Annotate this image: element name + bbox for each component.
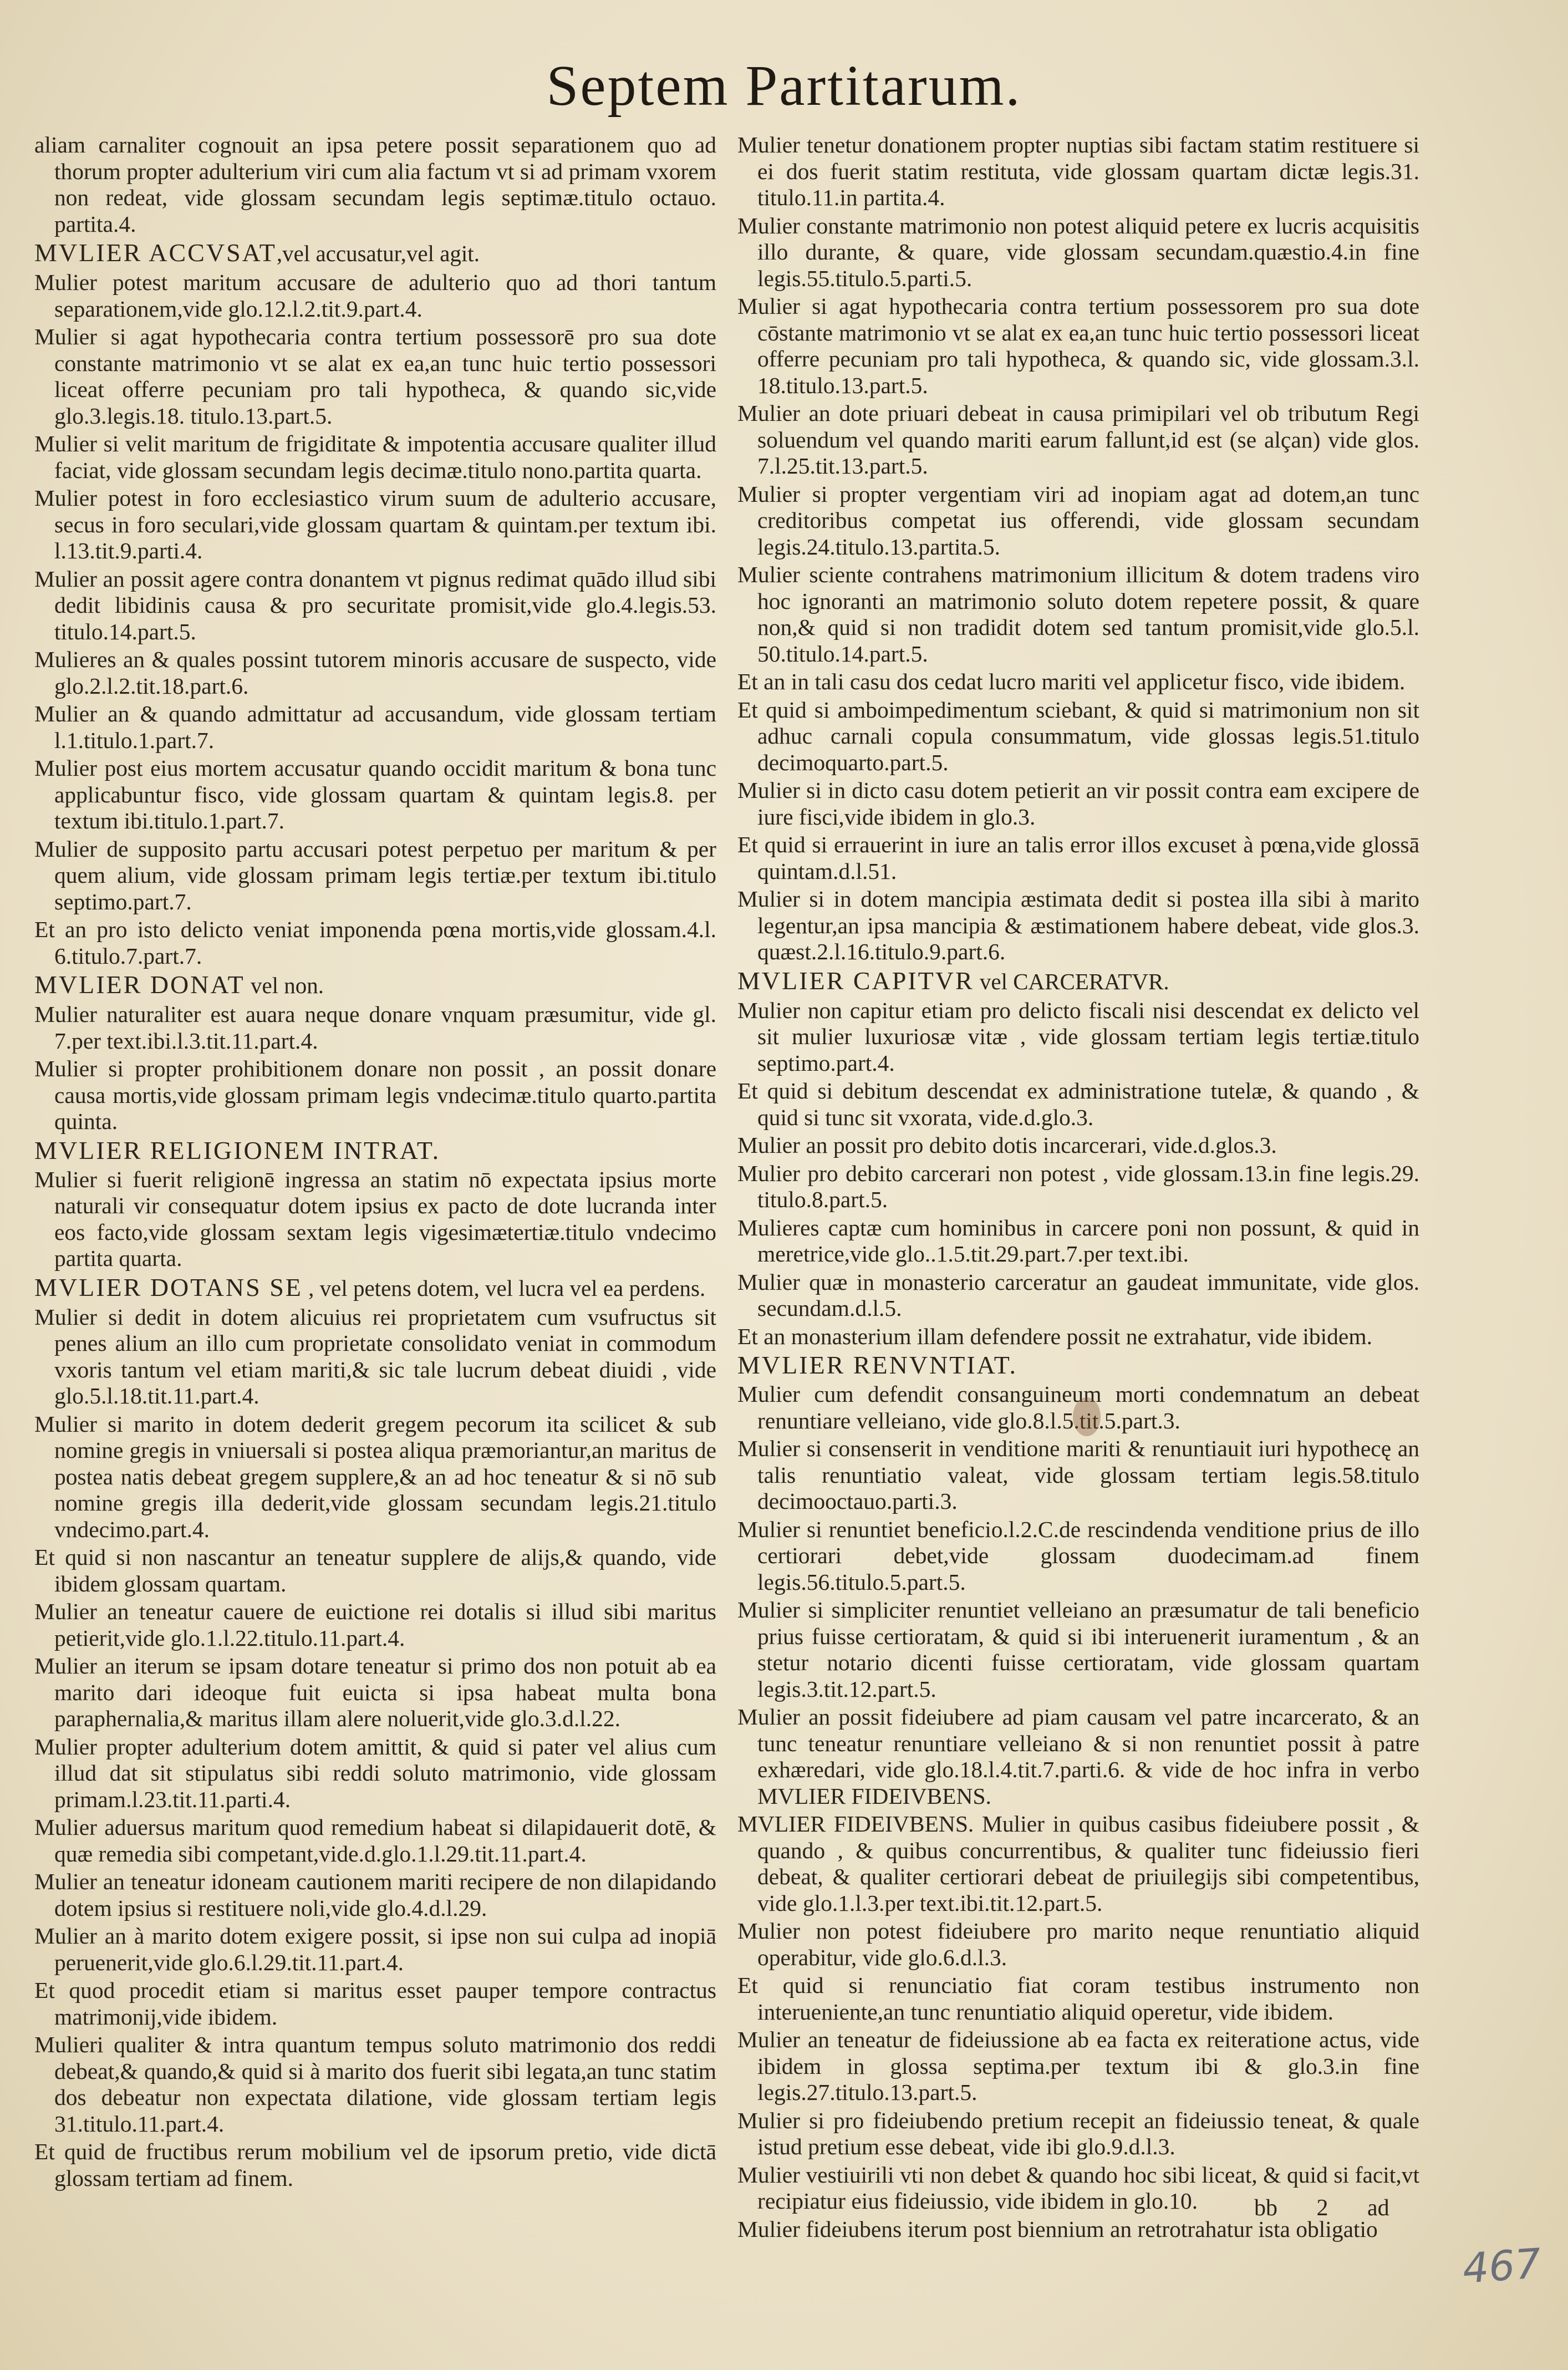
index-entry: Mulier fideiubens iterum post biennium an retrotrahatur ista obligatio: [737, 2216, 1378, 2242]
heading-qualifier: , vel petens dotem, vel lucra vel ea perdens.: [302, 1275, 706, 1301]
index-entry: Mulier vestiuirili vti non debet & quando hoc sibi liceat, & quid si facit,vt recipiatur eius fideiussio, vide ibidem in glo.10.: [737, 2162, 1419, 2214]
index-entry: Mulier si renuntiet beneficio.l.2.C.de rescindenda venditione prius de illo certiorari debet,vide glossam duodecimam.ad finem legis.56.titulo.5.part.5.: [737, 1516, 1419, 1595]
index-entry: Mulier si propter prohibitionem donare non possit , an possit donare causa mortis,vide glossam primam legis vndecimæ.titulo quarto.partita quinta.: [34, 1056, 716, 1134]
index-entry: Mulier an dote priuari debeat in causa primipilari vel ob tributum Regi soluendum vel quando mariti earum fallunt,id est (se alçan) vide glos. 7.l.25.tit.13.part.5.: [737, 400, 1419, 479]
index-entry: Mulier post eius mortem accusatur quando occidit maritum & bona tunc applicabuntur fisco, vide glossam quartam & quintam legis.8. per textum ibi.titulo.1.part.7.: [34, 755, 716, 833]
index-entry: Et quid de fructibus rerum mobilium vel de ipsorum pretio, vide dictā glossam tertiam ad finem.: [34, 2139, 716, 2191]
index-entry: Mulier constante matrimonio non potest aliquid petere ex lucris acquisitis illo durante, & quare, vide glossam secundam.quæstio.4.in fine legis.55.titulo.5.parti.5.: [737, 212, 1419, 291]
index-entry: Mulieri qualiter & intra quantum tempus soluto matrimonio dos reddi debeat,& quando,& quid si à marito dos fuerit sibi legata,an tunc statim dos debeatur non expectata dilatione, vide glossam tertiam legis 31.titulo.11.part.4.: [34, 2032, 716, 2137]
index-entry: Mulier pro debito carcerari non potest , vide glossam.13.in fine legis.29. titulo.8.part.5.: [737, 1160, 1419, 1212]
index-entry: Et an in tali casu dos cedat lucro mariti vel applicetur fisco, vide ibidem.: [737, 669, 1406, 694]
index-heading: [34, 971, 716, 999]
index-entry: Mulier si velit maritum de frigiditate & impotentia accusare qualiter illud faciat, vide glossam secundam legis decimæ.titulo nono.partita quarta.: [34, 431, 716, 483]
catchword-line: [1254, 2195, 1487, 2221]
index-entry: Mulier si fuerit religionē ingressa an statim nō expectata ipsius morte naturali vir consequatur dotem ipsius ex pacto de dote lucranda inter eos facto,vide glossam sextam legis vigesimætertiæ.titulo vndecimo partita quarta.: [34, 1166, 716, 1271]
index-entry: Mulier potest maritum accusare de adulterio quo ad thori tantum separationem,vide glo.12.l.2.tit.9.part.4.: [34, 269, 716, 322]
index-entry: Mulier non capitur etiam pro delicto fiscali nisi descendat ex delicto vel sit mulier luxuriosæ vitæ , vide glossam tertiam legis tertiæ.titulo septimo.part.4.: [737, 997, 1419, 1076]
index-entry: Mulier an possit agere contra donantem vt pignus redimat quādo illud sibi dedit libidinis causa & pro securitate promisit,vide glo.4.legis.53. titulo.14.part.5.: [34, 566, 716, 644]
heading-keyword: MVLIER CAPITVR: [737, 966, 974, 995]
index-heading: [737, 1351, 1419, 1379]
index-entry: Et quid si amboimpedimentum sciebant, & quid si matrimonium non sit adhuc carnali copula consummatum, vide glossas legis.51.titulo decimoquarto.part.5.: [737, 696, 1419, 775]
index-heading: [34, 239, 716, 267]
running-head: Septem Partitarum.: [546, 54, 1022, 118]
index-entry: Mulier si dedit in dotem alicuius rei proprietatem cum vsufructus sit penes alium an illo cum proprietate consolidato veniat in commodum vxoris tantum vel etiam mariti,& sic tale lucrum debeat diuidi , vide glo.5.l.18.tit.11.part.4.: [34, 1304, 716, 1408]
index-entry: Mulier si propter vergentiam viri ad inopiam agat ad dotem,an tunc creditoribus competat ius offerendi, vide glossam secundam legis.24.titulo.13.partita.5.: [737, 481, 1419, 560]
index-entry: Mulier potest in foro ecclesiastico virum suum de adulterio accusare, secus in foro seculari,vide glossam quartam & quintam.per textum ibi. l.13.tit.9.parti.4.: [34, 485, 716, 563]
ink-stain: [1073, 1397, 1101, 1436]
index-entry: Mulier naturaliter est auara neque donare vnquam præsumitur, vide gl. 7.per text.ibi.l.3.tit.11.part.4.: [34, 1001, 716, 1054]
index-entry: Mulier an possit pro debito dotis incarcerari, vide.d.glos.3.: [737, 1132, 1277, 1158]
index-entry: Et quod procedit etiam si maritus esset pauper tempore contractus matrimonij,vide ibidem.: [34, 1977, 716, 2030]
index-entry: Mulier tenetur donationem propter nuptias sibi factam statim restituere si ei dos fuerit statim restituta, vide glossam quartam dictæ legis.31. titulo.11.in partita.4.: [737, 132, 1419, 210]
index-entry: Mulier an teneatur idoneam cautionem mariti recipere de non dilapidando dotem ipsius si restituere noli,vide glo.4.d.l.29.: [34, 1869, 716, 1921]
index-entry: Et an monasterium illam defendere possit ne extrahatur, vide ibidem.: [737, 1323, 1372, 1349]
index-entry: Mulier cum defendit consanguineum morti condemnatum an debeat renuntiare velleiano, vide glo.8.l.5.tit.5.part.3.: [737, 1381, 1419, 1433]
index-entry: Mulier an à marito dotem exigere possit, si ipse non sui culpa ad inopiā peruenerit,vide glo.6.l.29.tit.11.part.4.: [34, 1923, 716, 1975]
index-entry: Mulier de supposito partu accusari potest perpetuo per maritum & per quem alium, vide glossam primam legis tertiæ.per textum ibi.titulo septimo.part.7.: [34, 836, 716, 914]
heading-keyword: MVLIER DONAT: [34, 970, 245, 999]
index-entry: aliam carnaliter cognouit an ipsa petere possit separationem quo ad thorum propter adulterium viri cum alia factum vt si ad primam vxorem non redeat, vide glossam secundam legis septimæ.titulo octauo. partita.4.: [34, 132, 716, 237]
index-entry: Mulier si simpliciter renuntiet velleiano an præsumatur de tali beneficio prius fuisse certioratam, & quid si ibi interuenerit iuramentum , & an stetur notario dicenti fuisse certioratam, vide glossam quartam legis.3.tit.12.part.5.: [737, 1597, 1419, 1702]
heading-keyword: MVLIER ACCVSAT: [34, 238, 277, 267]
index-entry: Mulier si agat hypothecaria contra tertium possessorem pro sua dote cōstante matrimonio vt se alat ex ea,an tunc huic tertio possessori liceat offerre pecuniam pro tali hypotheca, & quando sic, vide glossam.3.l. 18.titulo.13.part.5.: [737, 293, 1419, 398]
index-entry: Mulier quæ in monasterio carceratur an gaudeat immunitate, vide glos. secundam.d.l.5.: [737, 1269, 1419, 1321]
index-entry: Mulier an & quando admittatur ad accusandum, vide glossam tertiam l.1.titulo.1.part.7.: [34, 701, 716, 753]
index-entry: Et quid si errauerint in iure an talis error illos excuset à pœna,vide glossā quintam.d.l.51.: [737, 832, 1419, 884]
heading-qualifier: vel non.: [245, 973, 324, 998]
index-entry: Et quid si renunciatio fiat coram testibus instrumento non interueniente,an tunc renuntiatio aliquid operetur, vide ibidem.: [737, 1972, 1419, 2025]
index-entry: Mulier propter adulterium dotem amittit, & quid si pater vel alius cum illud dat sit stipulatus sibi reddi soluto matrimonio, vide glossam primam.l.23.tit.11.parti.4.: [34, 1733, 716, 1812]
index-entry: Mulier si agat hypothecaria contra tertium possessorē pro sua dote constante matrimonio vt se alat ex ea,an tunc huic tertio possessori liceat offerre pecuniam pro tali hypotheca, & quando sic,vide glo.3.legis.18. titulo.13.part.5.: [34, 324, 716, 429]
left-column: [34, 132, 716, 2189]
heading-keyword: MVLIER RELIGIONEM INTRAT.: [34, 1136, 441, 1164]
index-entry: Mulier an teneatur de fideiussione ab ea facta ex reiteratione actus, vide ibidem in glossa septima.per textum ibi & glo.3.in fine legis.27.titulo.13.part.5.: [737, 2027, 1419, 2105]
index-entry: Mulier an possit fideiubere ad piam causam vel patre incarcerato, & an tunc teneatur renuntiare velleiano & si non renuntiet possit à patre exhæredari, vide glo.18.l.4.tit.7.parti.6. & vide de hoc infra in verbo MVLIER FIDEIVBENS.: [737, 1704, 1419, 1809]
index-entry: Mulier si consenserit in venditione mariti & renuntiauit iuri hypothecę an talis renuntiatio valeat, vide glossam tertiam legis.58.titulo decimooctauo.parti.3.: [737, 1436, 1419, 1514]
index-entry: Et quid si non nascantur an teneatur supplere de alijs,& quando, vide ibidem glossam quartam.: [34, 1544, 716, 1596]
index-heading: [737, 967, 1419, 995]
index-entry: Mulier si in dicto casu dotem petierit an vir possit contra eam excipere de iure fisci,vide ibidem in glo.3.: [737, 777, 1419, 830]
index-entry: Mulier sciente contrahens matrimonium illicitum & dotem tradens viro hoc ignoranti an matrimonio soluto dotem repetere possit, & quare non,& quid si non tradidit dotem sed tantum promisit,vide glo.5.l. 50.titulo.14.part.5.: [737, 562, 1419, 667]
heading-keyword: MVLIER RENVNTIAT.: [737, 1351, 1017, 1379]
handwritten-folio-number: 467: [1461, 2240, 1543, 2293]
catchword: ad: [1367, 2195, 1389, 2221]
heading-keyword: MVLIER DOTANS SE: [34, 1273, 303, 1301]
heading-qualifier: vel CARCERATVR.: [974, 968, 1169, 994]
index-entry: Mulieres an & quales possint tutorem minoris accusare de suspecto, vide glo.2.l.2.tit.18.part.6.: [34, 647, 716, 699]
index-entry: Mulier an iterum se ipsam dotare teneatur si primo dos non potuit ab ea marito dari ideoque fuit euicta si ipsa habeat multa bona paraphernalia,& maritus illam alere noluerit,vide glo.3.d.l.22.: [34, 1653, 716, 1731]
index-heading: [34, 1274, 716, 1302]
index-entry: Mulier si marito in dotem dederit gregem pecorum ita scilicet & sub nomine gregis in vniuersali si postea aliqua præmoriantur,an maritus de postea natis debeat gregem supplere,& an ad hoc teneatur & si nō sub nomine gregis illa dederit,vide glossam secundam legis.21.titulo vndecimo.part.4.: [34, 1411, 716, 1542]
index-entry: Mulier an teneatur cauere de euictione rei dotalis si illud sibi maritus petierit,vide glo.1.l.22.titulo.11.part.4.: [34, 1599, 716, 1651]
heading-qualifier: ,vel accusatur,vel agit.: [276, 241, 480, 266]
index-entry: Mulier si in dotem mancipia æstimata dedit si postea illa sibi à marito legentur,an ipsa mancipia & æstimationem habere debeat, vide glos.3. quæst.2.l.16.titulo.9.part.6.: [737, 886, 1419, 964]
index-entry: Mulier aduersus maritum quod remedium habeat si dilapidauerit dotē, & quæ remedia sibi competant,vide.d.glo.1.l.29.tit.11.part.4.: [34, 1814, 716, 1866]
index-entry: Et quid si debitum descendat ex administratione tutelæ, & quando , & quid si tunc sit vxorata, vide.d.glo.3.: [737, 1078, 1419, 1130]
index-entry: Mulier non potest fideiubere pro marito neque renuntiatio aliquid operabitur, vide glo.6.d.l.3.: [737, 1918, 1419, 1970]
index-entry: Et an pro isto delicto veniat imponenda pœna mortis,vide glossam.4.l. 6.titulo.7.part.7.: [34, 917, 716, 969]
signature-mark: bb 2: [1254, 2195, 1328, 2221]
index-entry: MVLIER FIDEIVBENS. Mulier in quibus casibus fideiubere possit , & quando , & quibus concurrentibus, & qualiter tunc fideiussio fieri debeat, & qualiter certiorari debeat de priuilegijs sibi competentibus, vide glo.1.l.3.per text.ibi.tit.12.part.5.: [737, 1811, 1419, 1916]
index-heading: [34, 1137, 716, 1164]
index-entry: Mulier si pro fideiubendo pretium recepit an fideiussio teneat, & quale istud pretium esse debeat, vide ibi glo.9.d.l.3.: [737, 2107, 1419, 2159]
index-entry: Mulieres captæ cum hominibus in carcere poni non possunt, & quid in meretrice,vide glo..1.5.tit.29.part.7.per text.ibi.: [737, 1214, 1419, 1267]
